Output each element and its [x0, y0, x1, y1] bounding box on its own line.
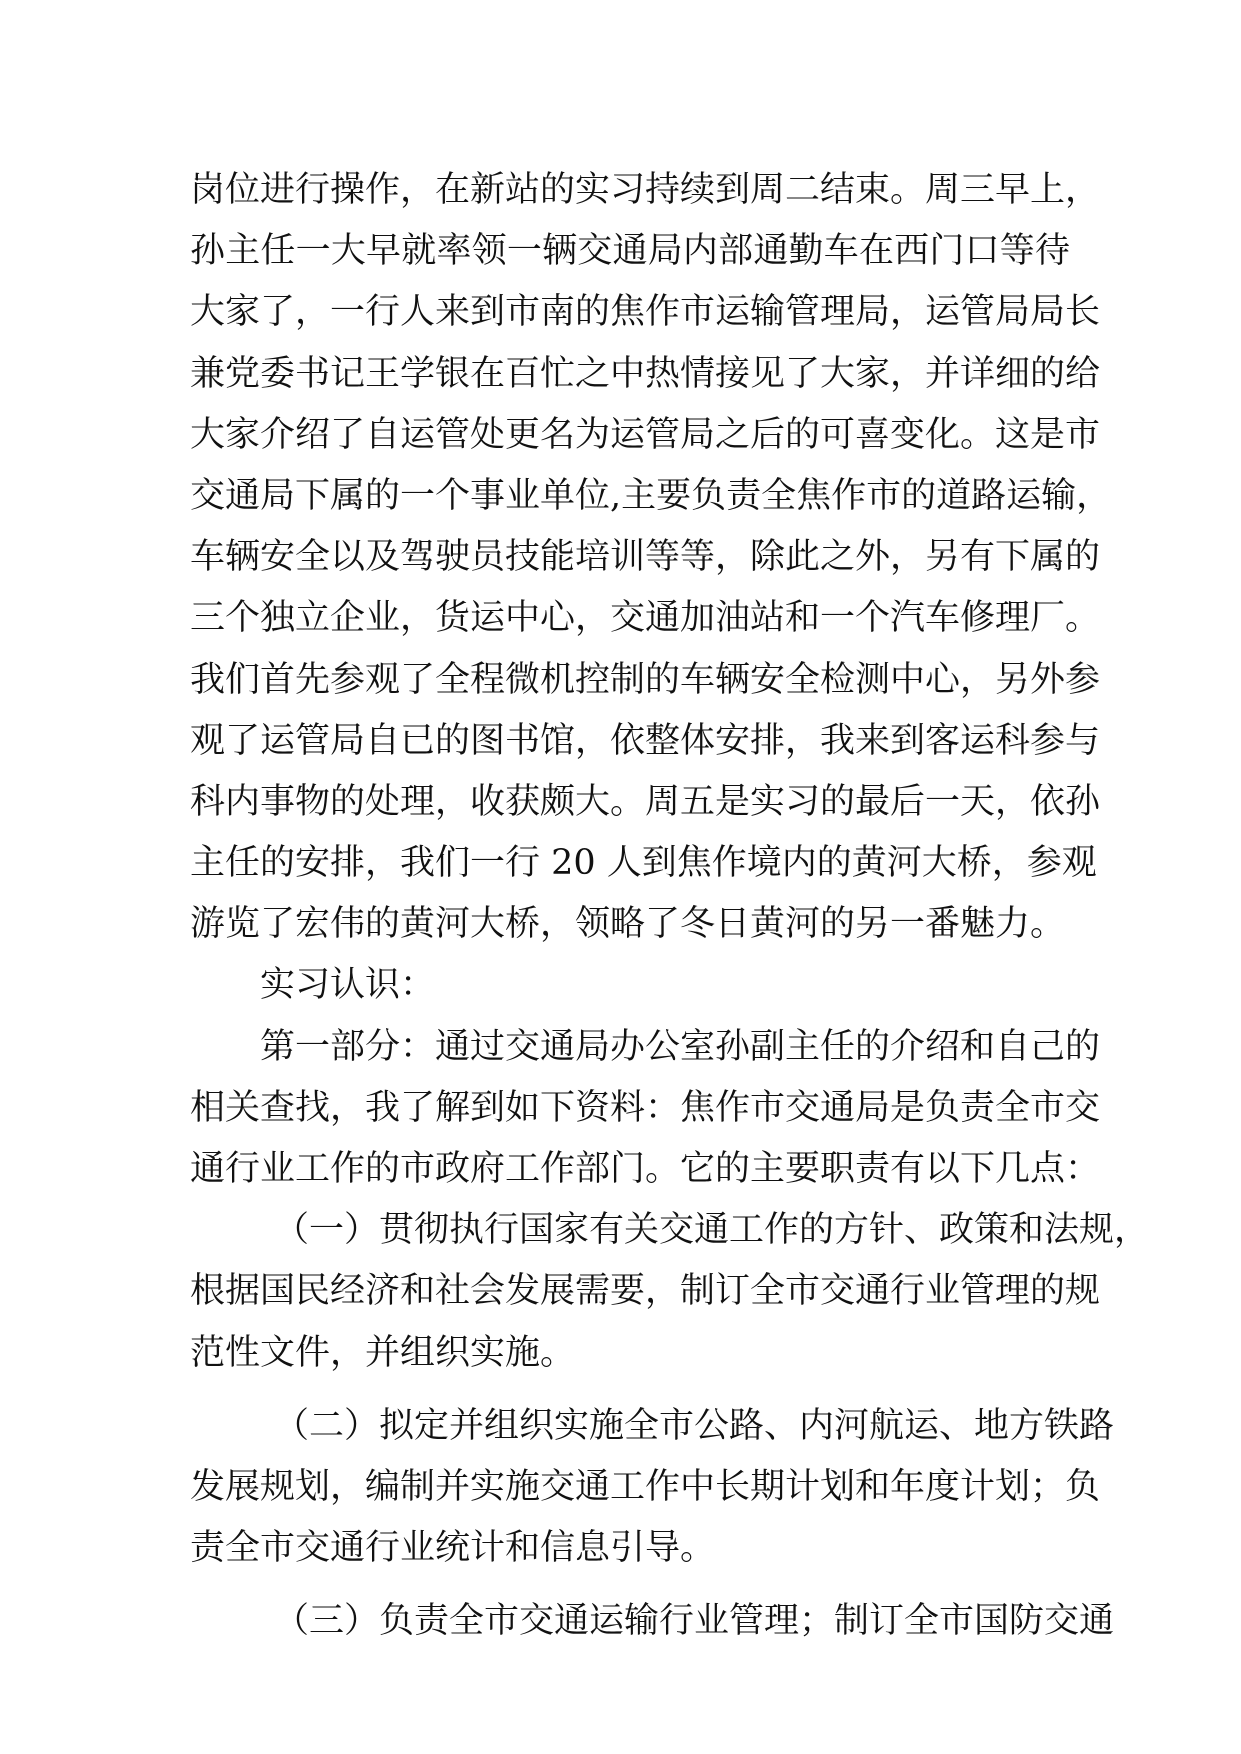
- text-line: 三个独立企业，货运中心，交通加油站和一个汽车修理厂。: [190, 598, 1101, 639]
- text-line: 岗位进行操作，在新站的实习持续到周二结束。周三早上，: [190, 170, 1101, 210]
- list-item-1-start: （一）贯彻执行国家有关交通工作的方针、政策和法规，: [274, 1210, 1150, 1251]
- text-line: 孙主任一大早就率领一辆交通局内部通勤车在西门口等待: [190, 231, 1070, 272]
- list-item-3-start: （三）负责全市交通运输行业管理；制订全市国防交通: [274, 1601, 1115, 1642]
- text-line: 科内事物的处理，收获颇大。周五是实习的最后一天，依孙: [190, 781, 1101, 822]
- text-line: 大家了，一行人来到市南的焦作市运输管理局，运管局局长: [190, 292, 1101, 333]
- text-line: 发展规划，编制并实施交通工作中长期计划和年度计划；负: [190, 1466, 1101, 1507]
- text-line: 交通局下属的一个事业单位,主要负责全焦作市的道路运输，: [190, 475, 1112, 516]
- body-text: [190, 160, 1150, 1653]
- text-line: 主任的安排，我们一行 20 人到焦作境内的黄河大桥，参观: [190, 843, 1097, 884]
- paragraph-start: 第一部分：通过交通局办公室孙副主任的介绍和自己的: [260, 1026, 1101, 1067]
- list-item-2-start: （二）拟定并组织实施全市公路、内河航运、地方铁路: [274, 1405, 1115, 1446]
- text-line: 兼党委书记王学银在百忙之中热情接见了大家，并详细的给: [190, 353, 1101, 394]
- text-line: 车辆安全以及驾驶员技能培训等等，除此之外，另有下属的: [190, 537, 1101, 578]
- text-line: 大家介绍了自运管处更名为运管局之后的可喜变化。这是市: [190, 414, 1101, 455]
- text-line: 通行业工作的市政府工作部门。它的主要职责有以下几点：: [190, 1149, 1101, 1189]
- text-line: 游览了宏伟的黄河大桥，领略了冬日黄河的另一番魅力。: [190, 904, 1066, 945]
- text-line: 观了运管局自已的图书馆，依整体安排，我来到客运科参与: [190, 720, 1101, 761]
- text-line: 我们首先参观了全程微机控制的车辆安全检测中心，另外参: [190, 659, 1101, 700]
- text-line: 范性文件，并组织实施。: [190, 1332, 576, 1373]
- text-line: 根据国民经济和社会发展需要，制订全市交通行业管理的规: [190, 1271, 1101, 1312]
- section-heading: 实习认识：: [260, 965, 436, 1006]
- text-line: 相关查找，我了解到如下资料：焦作市交通局是负责全市交: [190, 1087, 1101, 1128]
- text-line: 责全市交通行业统计和信息引导。: [190, 1528, 716, 1569]
